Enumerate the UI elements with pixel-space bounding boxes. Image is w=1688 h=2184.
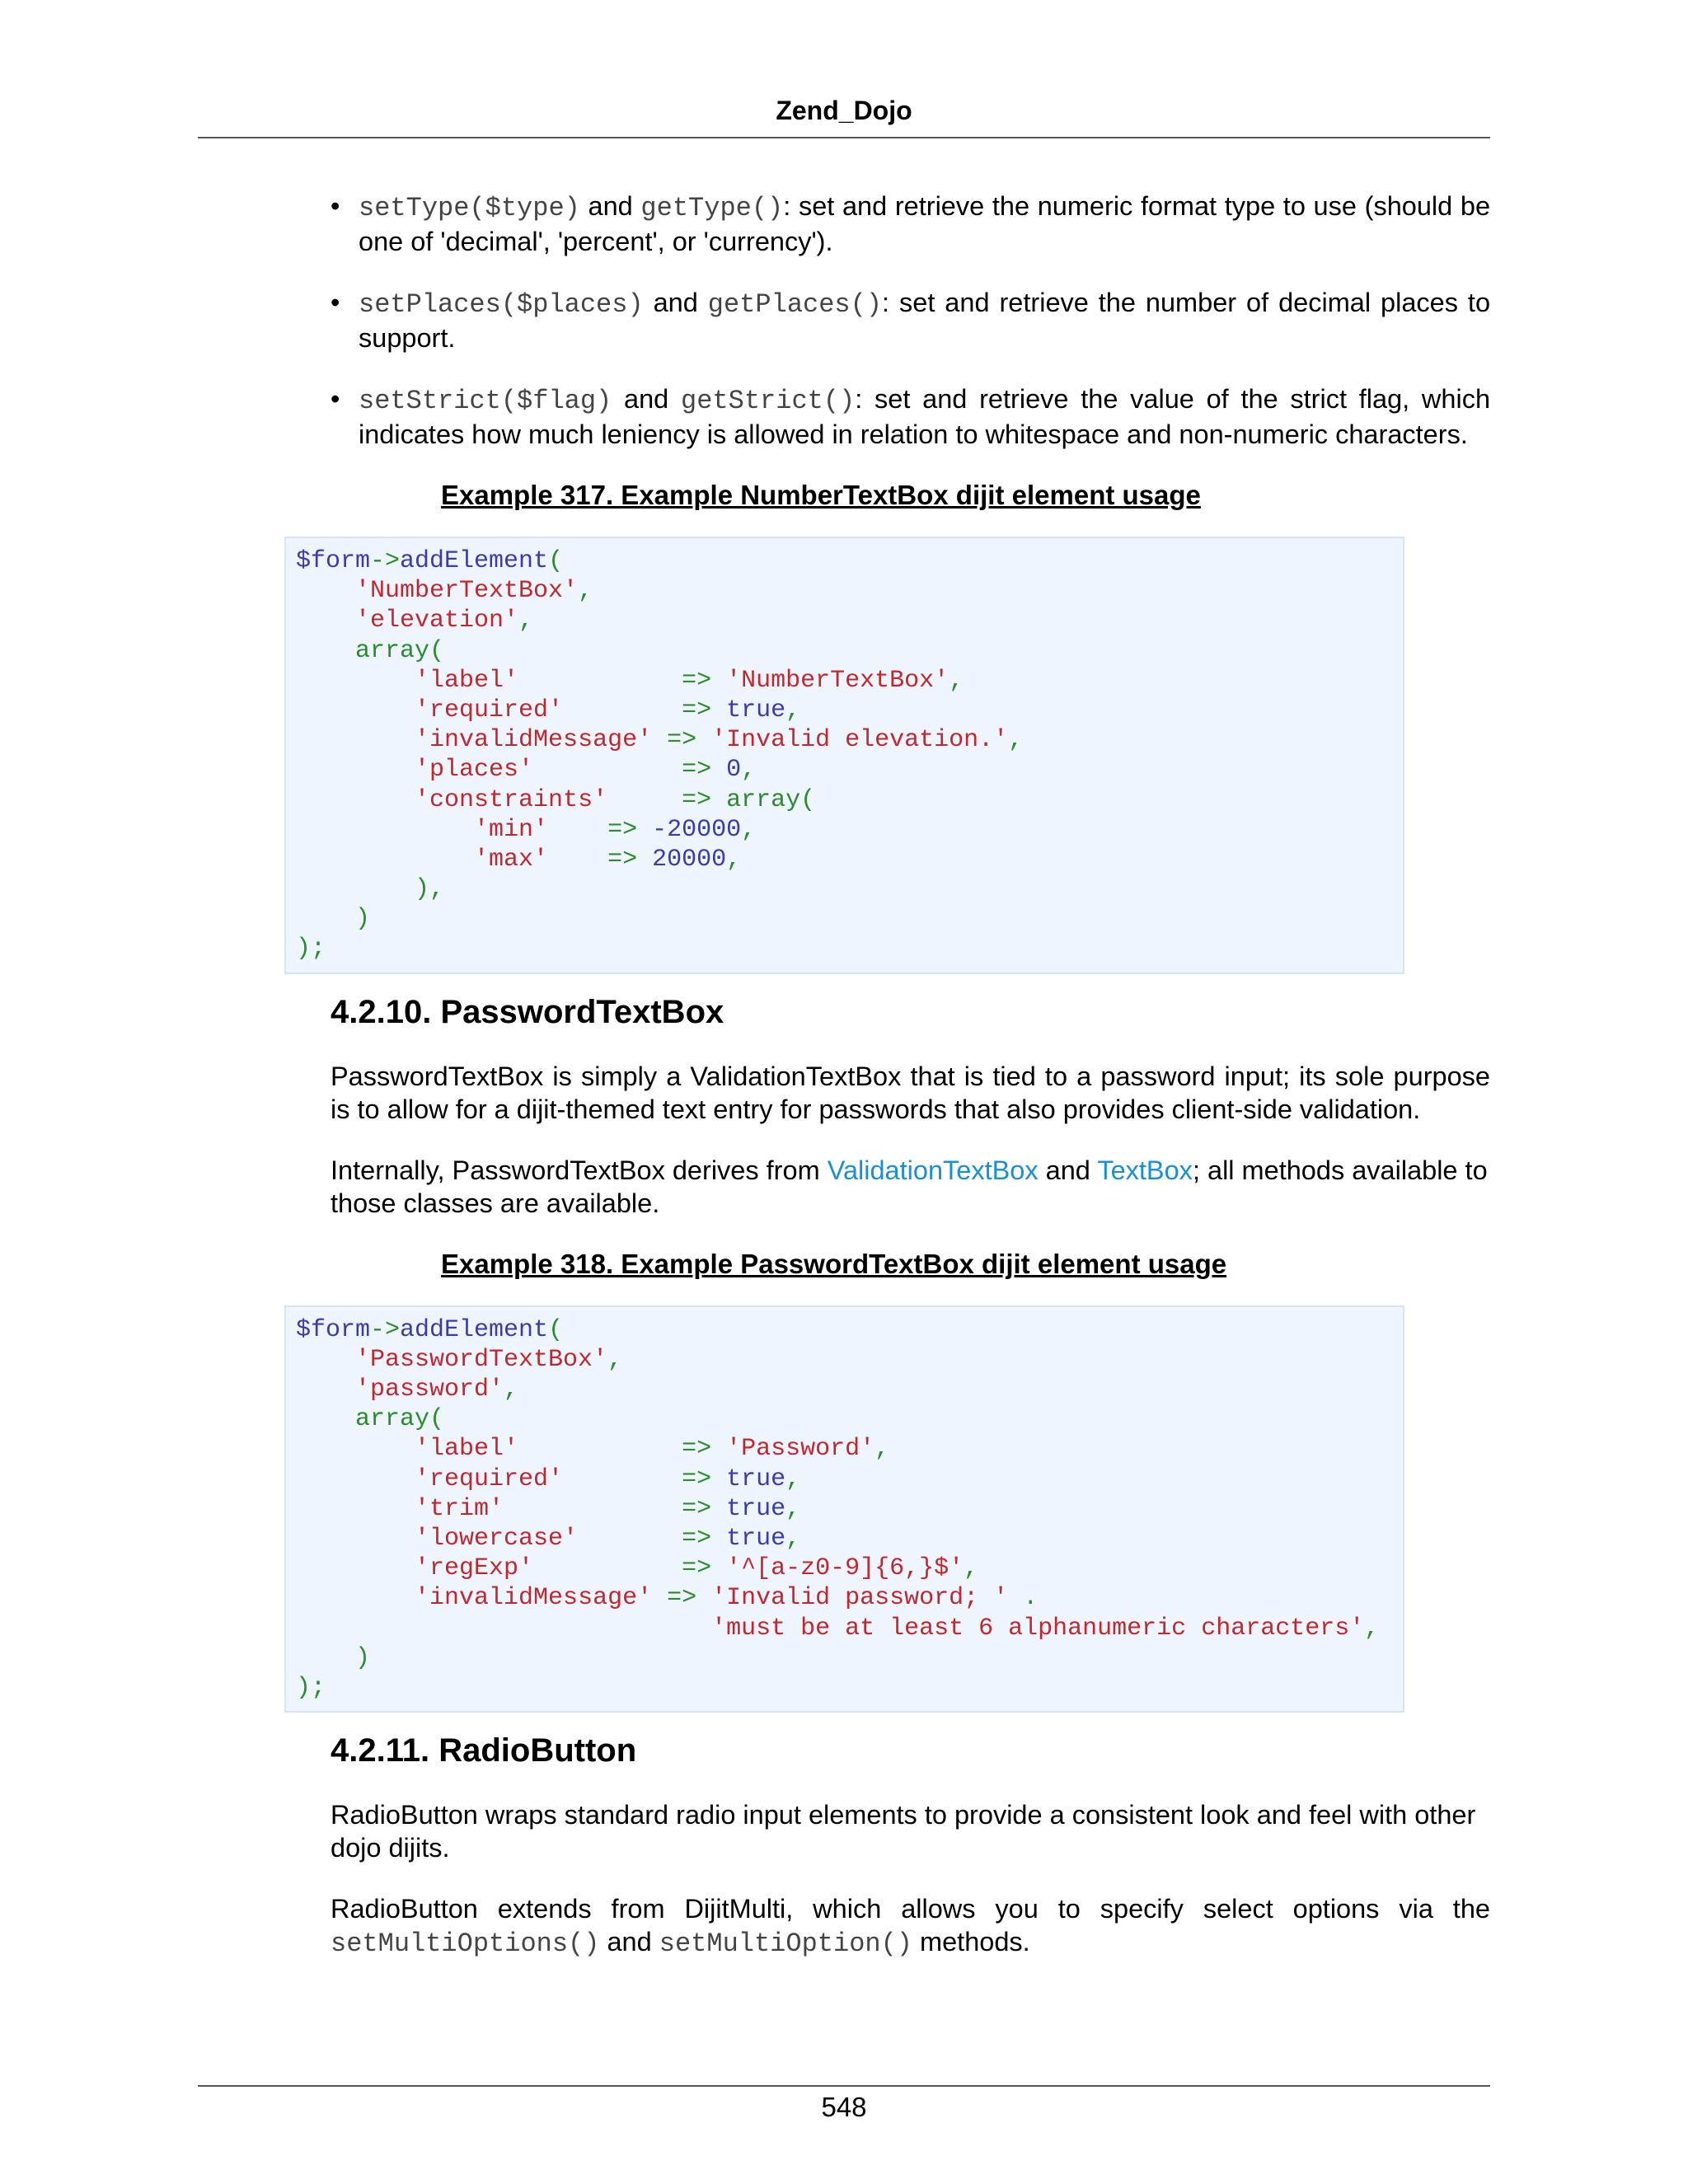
- paragraph: PasswordTextBox is simply a ValidationTextBox that is tied to a password input; its sole purpose is to allow for a dijit-themed text entry for passwords that also provides client-side validation.: [331, 1061, 1490, 1124]
- conjunction: and: [588, 191, 633, 221]
- code-line: 'invalidMessage' => 'Invalid elevation.',: [415, 726, 1024, 755]
- list-item: [331, 190, 1490, 258]
- code-line: 'NumberTextBox',: [355, 577, 593, 606]
- footer-divider: [198, 2085, 1490, 2087]
- code-line: 'label' => 'Password',: [415, 1435, 890, 1464]
- page-header-title: Zend_Dojo: [776, 96, 912, 125]
- example-317-code-block: [284, 537, 1404, 974]
- method-code: getPlaces(): [707, 289, 883, 320]
- conjunction: and: [653, 288, 698, 317]
- code-line: 'constraints' => array(: [415, 785, 816, 814]
- method-list: [331, 190, 1490, 451]
- list-item-text: : set and retrieve the number of decimal places to support.: [359, 288, 1491, 353]
- code-line: 'max' => 20000,: [474, 845, 742, 874]
- paragraph-text: Internally, PasswordTextBox derives from: [331, 1155, 828, 1185]
- validationtextbox-link[interactable]: ValidationTextBox: [827, 1155, 1039, 1185]
- code-line: 'lowercase' => true,: [415, 1524, 801, 1553]
- code-line: 'required' => true,: [415, 1465, 801, 1493]
- section-heading-radiobutton: 4.2.11. RadioButton: [331, 1732, 637, 1769]
- page-number: 548: [821, 2092, 867, 2122]
- code-line: 'required' => true,: [415, 696, 801, 724]
- code-line: ): [355, 1643, 371, 1672]
- paragraph: RadioButton wraps standard radio input elements to provide a consistent look and feel with other dojo dijits.: [331, 1800, 1476, 1863]
- method-code: setType($type): [359, 193, 580, 223]
- method-code: setPlaces($places): [359, 289, 644, 320]
- paragraph-text: and: [599, 1927, 659, 1957]
- code-line: 'password',: [355, 1376, 519, 1404]
- section-heading-password-textbox: 4.2.10. PasswordTextBox: [331, 993, 724, 1030]
- paragraph-text: methods.: [912, 1927, 1030, 1957]
- method-code: getType(): [640, 193, 784, 223]
- code-line: );: [296, 1673, 326, 1702]
- list-item-text: : set and retrieve the numeric format type to use (should be one of 'decimal', 'percent', or 'currency').: [359, 191, 1491, 256]
- code-line: );: [296, 935, 326, 963]
- textbox-link[interactable]: TextBox: [1097, 1155, 1193, 1185]
- page-content: [296, 190, 1491, 1989]
- code-line: 'regExp' => '^[a-z0-9]{6,}$',: [415, 1554, 979, 1583]
- code-line: $form->addElement(: [296, 547, 564, 575]
- paragraph-text: ; all methods available to those classes are available.: [331, 1155, 1488, 1218]
- list-item: [331, 286, 1490, 354]
- paragraph-text: and: [1038, 1155, 1098, 1185]
- code-line: 'invalidMessage' => 'Invalid password; ' .: [415, 1584, 1039, 1613]
- code-line: array(: [355, 636, 445, 665]
- code-line: ),: [415, 875, 445, 904]
- code-line: $form->addElement(: [296, 1315, 564, 1344]
- list-item-text: : set and retrieve the value of the strict flag, which indicates how much leniency is allowed in relation to whitespace and non-numeric characters.: [359, 384, 1491, 449]
- conjunction: and: [624, 384, 669, 414]
- paragraph-text: RadioButton extends from DijitMulti, which allows you to specify select options via the: [331, 1894, 1490, 1924]
- code-line: 'min' => -20000,: [474, 815, 757, 844]
- method-code: setMultiOption(): [659, 1929, 912, 1960]
- code-line: 'elevation',: [355, 607, 534, 635]
- paragraph: [331, 1154, 1490, 1220]
- example-318-title: Example 318. Example PasswordTextBox dijit element usage: [441, 1248, 1227, 1279]
- bullet-icon: •: [331, 384, 340, 414]
- code-line: 'places' => 0,: [415, 756, 757, 785]
- method-code: getStrict(): [681, 386, 856, 416]
- list-item: [331, 382, 1490, 451]
- code-line: 'must be at least 6 alphanumeric characters',: [711, 1614, 1380, 1643]
- method-code: setMultiOptions(): [331, 1929, 600, 1960]
- code-line: array(: [355, 1405, 445, 1434]
- header-divider: [198, 137, 1490, 138]
- method-code: setStrict($flag): [359, 386, 612, 416]
- code-line: 'label' => 'NumberTextBox',: [415, 666, 964, 695]
- code-line: ): [355, 905, 371, 934]
- code-line: 'trim' => true,: [415, 1494, 801, 1523]
- example-317-title: Example 317. Example NumberTextBox dijit element usage: [441, 480, 1201, 510]
- bullet-icon: •: [331, 191, 340, 221]
- code-line: 'PasswordTextBox',: [355, 1345, 623, 1374]
- paragraph: [331, 1892, 1490, 1961]
- example-318-code-block: [284, 1305, 1404, 1713]
- bullet-icon: •: [331, 288, 340, 317]
